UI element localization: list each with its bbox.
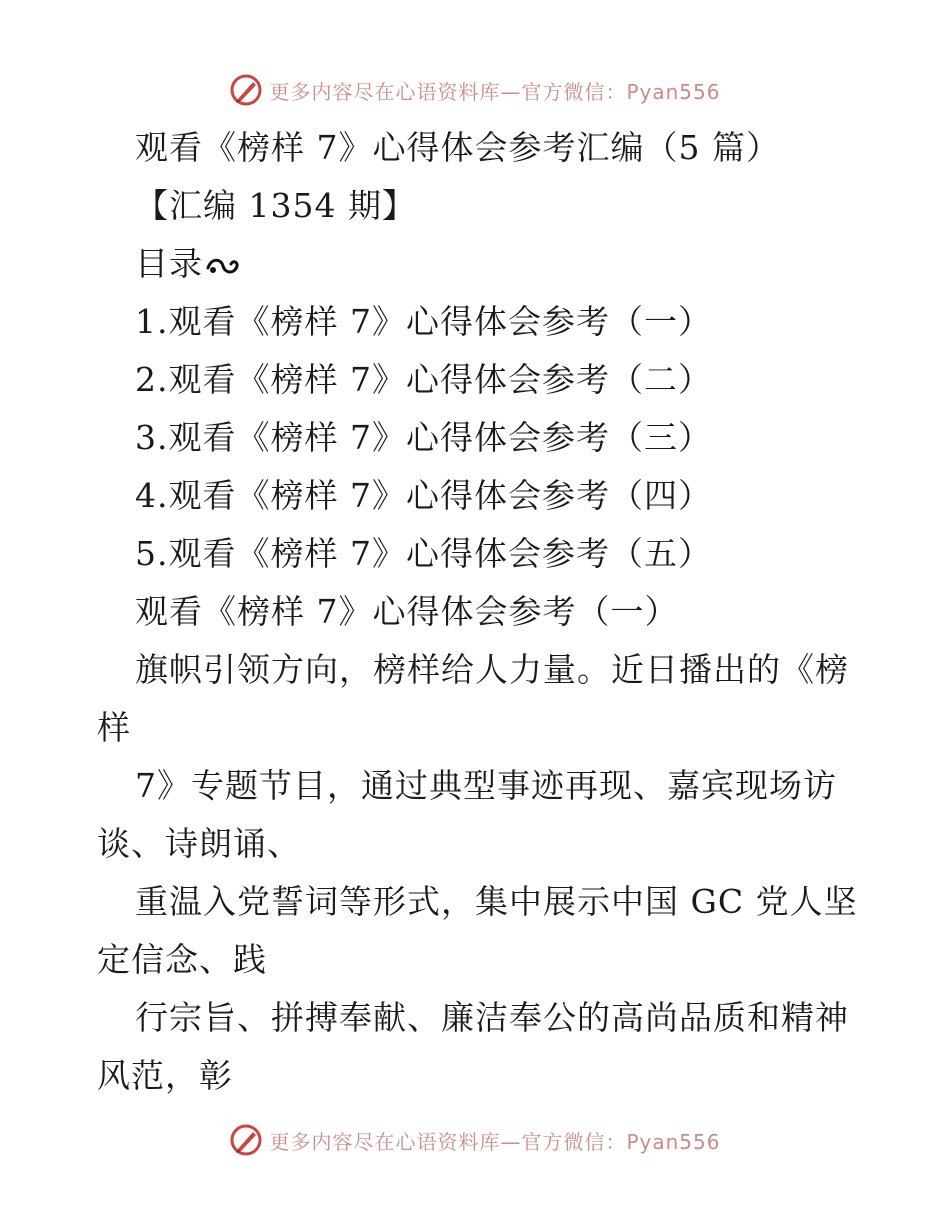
body-line: 旗帜引领方向，榜样给人力量。近日播出的《榜 [135, 650, 849, 689]
toc-item-3[interactable]: 3.观看《榜样 7》心得体会参考（三） [135, 418, 712, 457]
document-title: 观看《榜样 7》心得体会参考汇编（5 篇） [135, 128, 780, 167]
body-line: 行宗旨、拼搏奉献、廉洁奉公的高尚品质和精神 [135, 998, 849, 1037]
issue-label: 【汇编 1354 期】 [135, 186, 416, 225]
footer-watermark [0, 1120, 950, 1160]
body-line: 重温入党誓词等形式，集中展示中国 GC 党人坚 [135, 882, 858, 921]
body-line: 谈、诗朗诵、 [97, 824, 301, 863]
body-line: 定信念、践 [97, 940, 267, 979]
body-line: 风范，彰 [97, 1056, 233, 1095]
pen-logo-icon [229, 1123, 263, 1157]
pen-logo-icon [229, 73, 263, 107]
toc-item-4[interactable]: 4.观看《榜样 7》心得体会参考（四） [135, 476, 712, 515]
section-title: 观看《榜样 7》心得体会参考（一） [135, 592, 679, 631]
watermark-text: 更多内容尽在心语资料库—官方微信：Pyan556 [269, 79, 721, 104]
header-watermark [0, 70, 950, 110]
watermark-text: 更多内容尽在心语资料库—官方微信：Pyan556 [269, 1129, 721, 1154]
body-line: 样 [97, 708, 131, 747]
toc-item-5[interactable]: 5.观看《榜样 7》心得体会参考（五） [135, 534, 712, 573]
toc-heading [135, 244, 241, 284]
toc-item-2[interactable]: 2.观看《榜样 7》心得体会参考（二） [135, 360, 712, 399]
toc-item-1[interactable]: 1.观看《榜样 7》心得体会参考（一） [135, 302, 712, 341]
body-line: 7》专题节目，通过典型事迹再现、嘉宾现场访 [135, 766, 837, 805]
swirl-ornament-icon [205, 254, 241, 278]
toc-heading-text: 目录 [135, 244, 203, 283]
